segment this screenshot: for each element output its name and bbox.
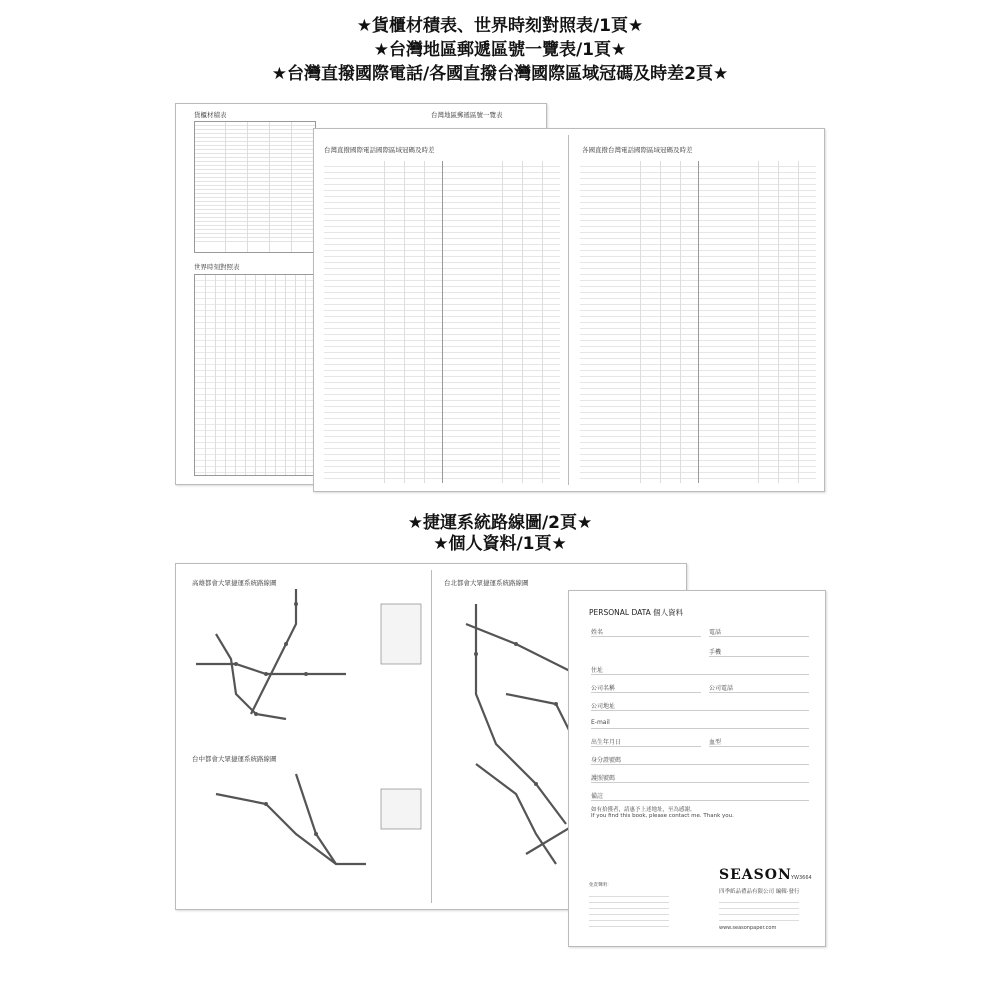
- label-passport: 護照號碼: [591, 775, 616, 782]
- kaohsiung-mrt-title: 高雄都會大眾捷運系統路線圖: [192, 579, 277, 587]
- label-company-phone: 公司電話: [709, 685, 734, 692]
- company-name: 四季紙品禮品有限公司 編輯‧發行: [719, 889, 800, 895]
- intl-call-right-title: 各國直撥台灣電話國際區域冠碼及時差: [582, 146, 693, 154]
- intl-call-page: [313, 128, 825, 492]
- taichung-mrt-title: 台中都會大眾捷運系統路線圖: [192, 755, 277, 763]
- company-contact-lines: [719, 897, 799, 921]
- label-blood-type: 血型: [709, 739, 722, 746]
- personal-data-title: PERSONAL DATA 個人資料: [589, 608, 684, 617]
- company-website: www.seasonpaper.com: [719, 925, 777, 931]
- container-table-grid: [194, 121, 316, 253]
- label-phone: 電話: [709, 629, 722, 636]
- label-company-address: 公司地址: [591, 703, 616, 710]
- taipei-mrt-title: 台北都會大眾捷運系統路線圖: [444, 579, 529, 587]
- intl-call-left-title: 台灣直撥國際電話國際區域冠碼及時差: [324, 146, 435, 154]
- season-logo: SEASON: [719, 867, 792, 883]
- product-code: YW3664: [791, 875, 812, 881]
- label-address: 住址: [591, 667, 604, 674]
- label-mobile: 手機: [709, 649, 722, 656]
- label-company: 公司名稱: [591, 685, 616, 692]
- found-notice-en: If you find this book, please contact me. Thank you.: [591, 813, 734, 819]
- label-memo: 備註: [591, 793, 604, 800]
- label-birthday: 出生年月日: [591, 739, 622, 746]
- intl-call-left-table: [324, 161, 560, 483]
- postal-codes-title: 台灣地區郵遞區號一覽表: [431, 111, 503, 119]
- intl-call-right-table: [580, 161, 816, 483]
- heading-line-1: ★貨櫃材積表、世界時刻對照表/1頁★: [356, 16, 644, 36]
- heading-line-2: ★台灣地區郵遞區號一覽表/1頁★: [373, 40, 627, 60]
- label-id-number: 身分證號碼: [591, 757, 622, 764]
- label-email: E-mail: [591, 719, 610, 726]
- disclaimer: 免責聲明：: [589, 883, 612, 888]
- personal-data-page: [568, 590, 826, 947]
- found-notice-zh: 如有拾獲者，請惠予上述地址，至為感謝。: [591, 807, 696, 813]
- world-clock-title: 世界時刻對照表: [194, 263, 240, 271]
- world-clock-grid: [194, 274, 316, 476]
- heading-line-4: ★捷運系統路線圖/2頁★: [407, 513, 593, 533]
- disclaimer-text-lines: [589, 891, 669, 931]
- heading-line-5: ★個人資料/1頁★: [433, 534, 567, 554]
- container-table-title: 貨櫃材積表: [194, 111, 227, 119]
- heading-line-3: ★台灣直撥國際電話/各國直撥台灣國際區域冠碼及時差2頁★: [271, 64, 729, 84]
- label-name: 姓名: [591, 629, 604, 636]
